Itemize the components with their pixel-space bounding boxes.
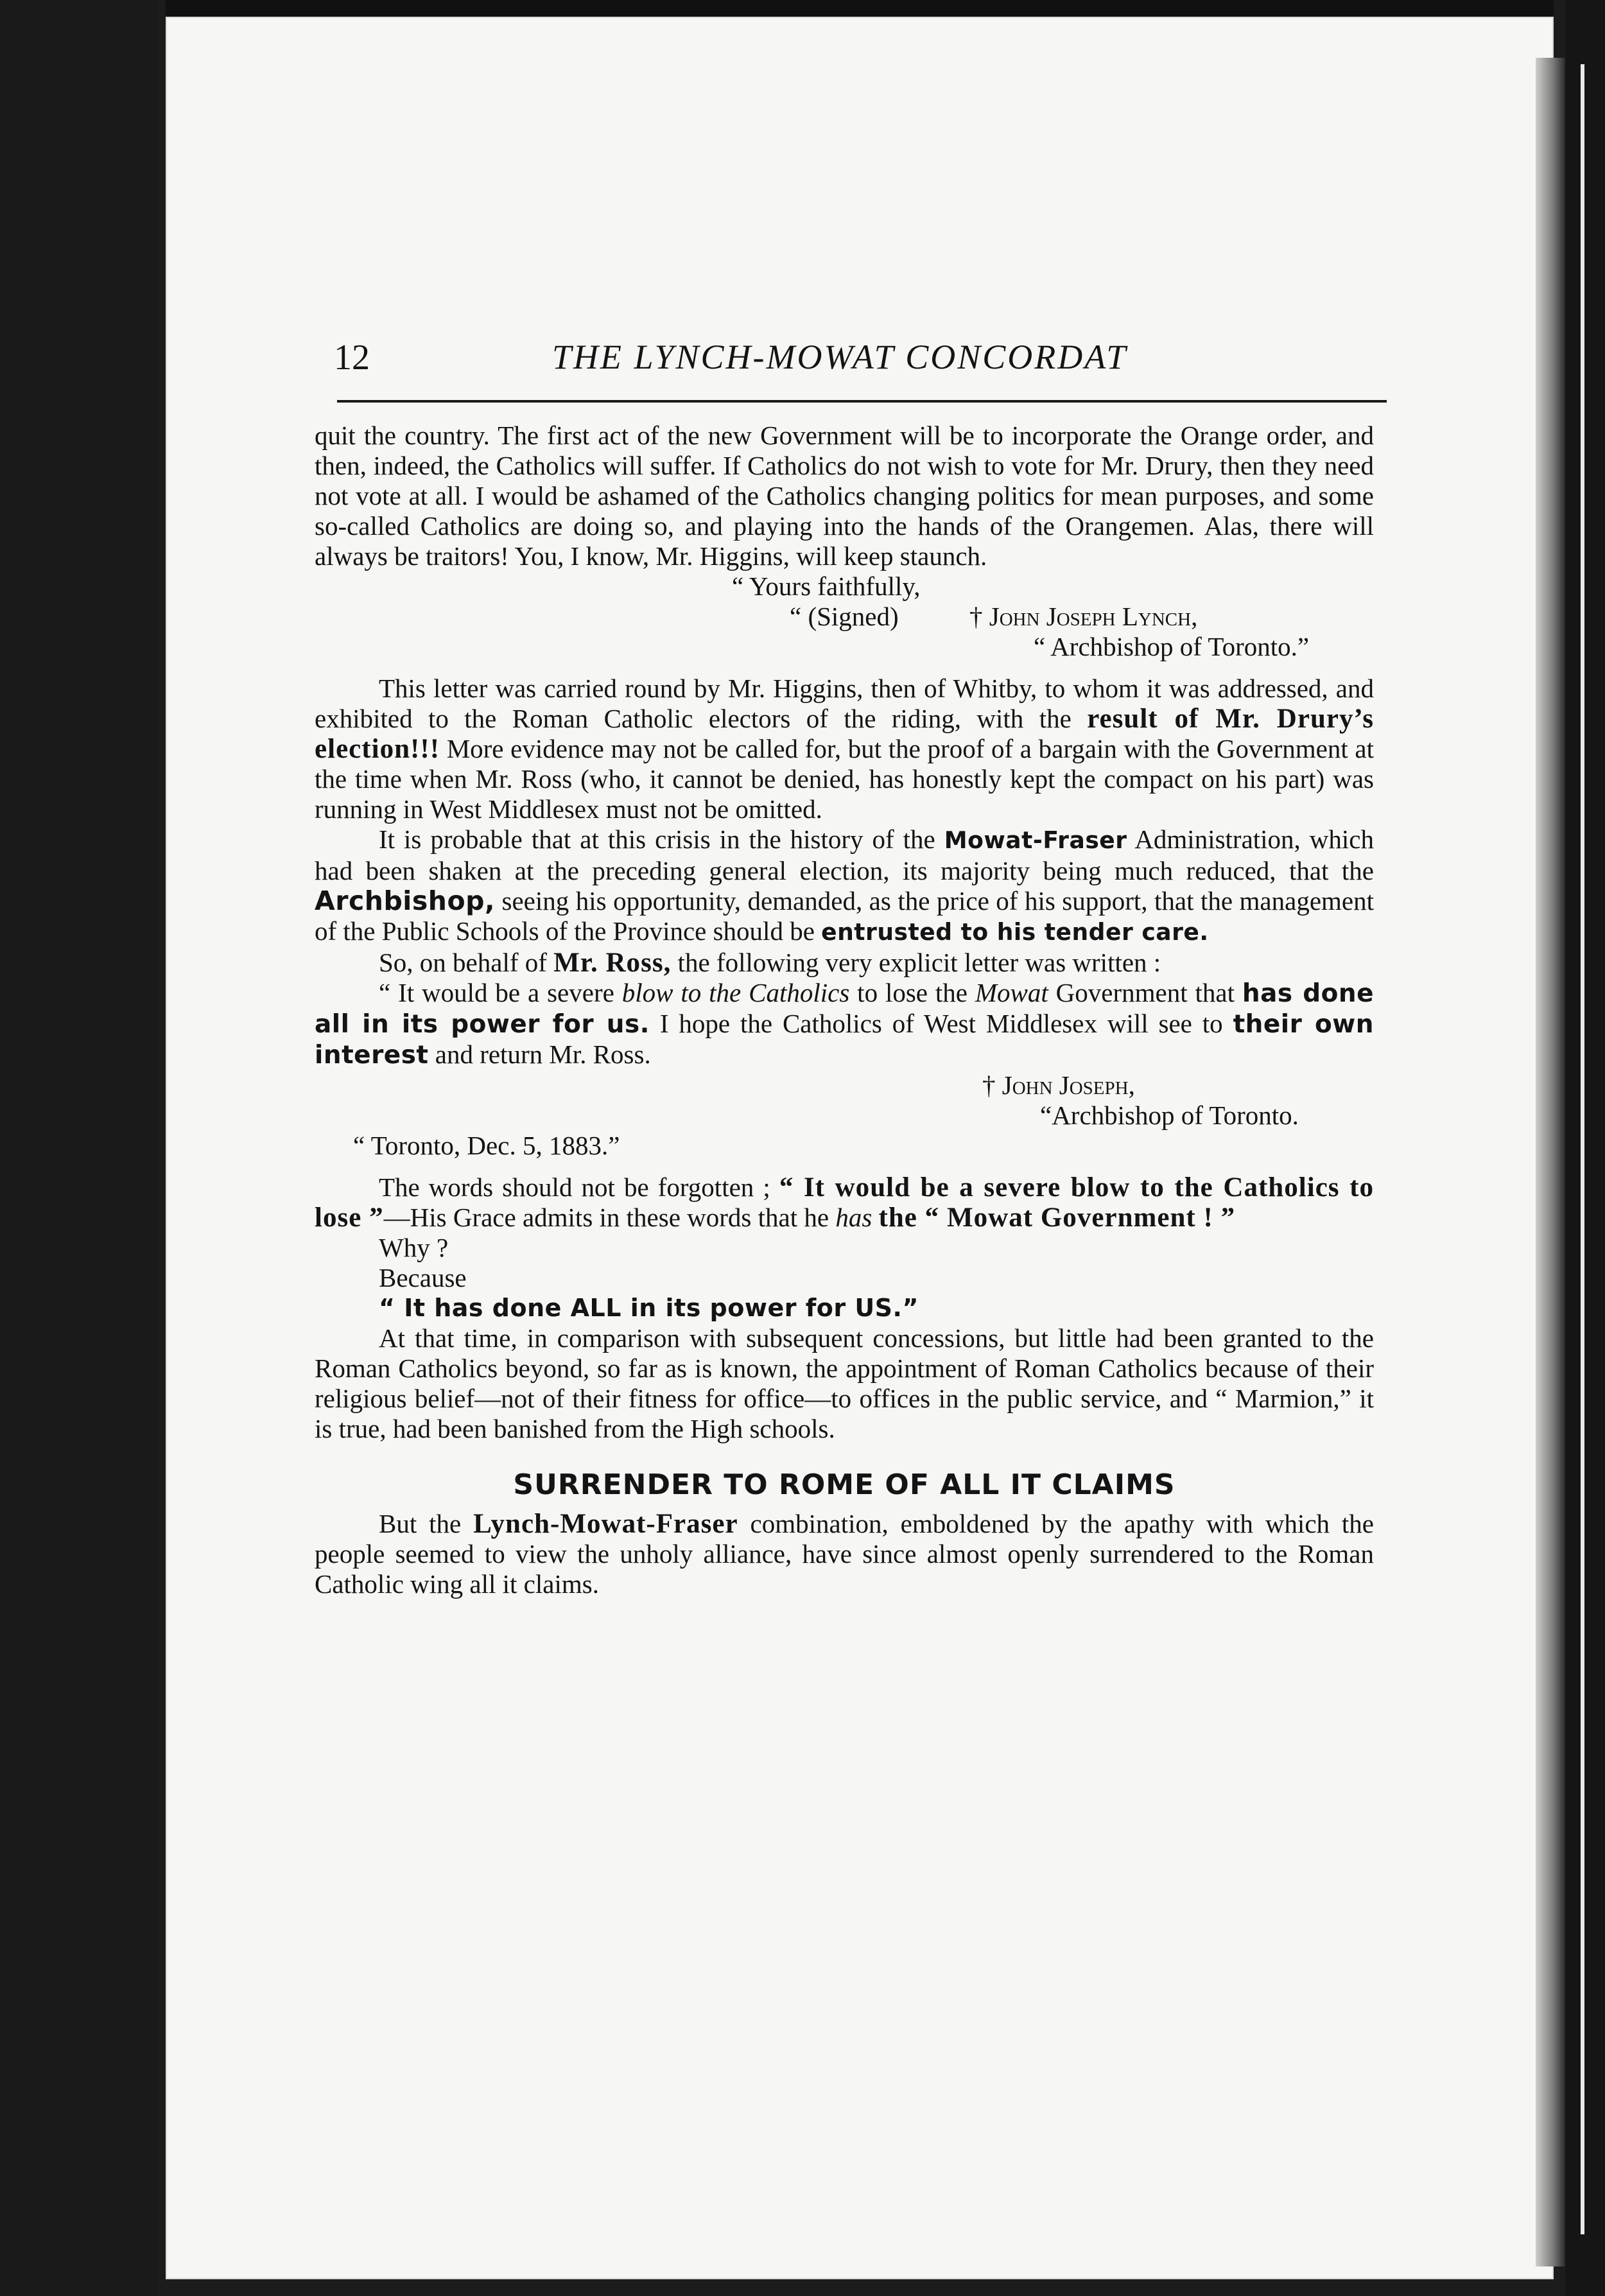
text: the following very explicit letter was written : <box>671 948 1161 977</box>
paragraph-3 <box>315 824 1374 948</box>
text: But the <box>379 1509 474 1538</box>
signer-title: “Archbishop of Toronto. <box>1040 1100 1299 1130</box>
text: seeing his opportunity, demanded, as the price of his support, that the management of the Public Schools of the Province should be <box>315 886 1374 946</box>
page-header <box>327 337 1380 382</box>
emphasis: the “ Mowat Government ! ” <box>878 1203 1236 1233</box>
header-rule <box>337 400 1387 403</box>
emphasis: Archbishop, <box>315 885 496 916</box>
paragraph-6: At that time, in comparison with subsequent concessions, but little had been granted to the Roman Catholics beyond, so far as is known, the appointment of Roman Catholics because of their religious belief—not of their fitness for office—to offices in the public service, and “ Marmion,” it is true, had been banished from the High schools. <box>315 1323 1374 1443</box>
letter2-title <box>315 1100 1374 1131</box>
text: combination, emboldened by the apathy with which the people seemed to view the unholy alliance, have since almost openly surrendered to the Roman Catholic wing all it claims. <box>315 1509 1375 1599</box>
section-heading: SURRENDER TO ROME OF ALL IT CLAIMS <box>513 1468 1176 1501</box>
text <box>872 1203 878 1232</box>
emphasis: “ It would be a severe blow to the Catholics to lose ” <box>315 1172 1374 1233</box>
text: It is probable that at this crisis in the history of the <box>379 824 944 854</box>
text: This letter was carried round by Mr. Higgins, then of Whitby, to whom it was addressed, and exhibited to the Roman Catholic electors of the riding, with the <box>315 674 1374 733</box>
emphasis: Mr. Ross, <box>553 948 672 978</box>
next-page-edge <box>1581 64 1584 2234</box>
quote-line: “ It has done ALL in its power for US.” <box>379 1294 919 1322</box>
text: —His Grace admits in these words that he <box>383 1203 836 1232</box>
paragraph-7 <box>315 1509 1374 1599</box>
paragraph-2 <box>315 674 1374 824</box>
letter1-closing <box>315 571 1374 602</box>
signer-name: † John Joseph Lynch, <box>969 602 1198 631</box>
paragraph-4 <box>315 948 1374 978</box>
letter2-date <box>315 1131 1374 1161</box>
text: and return Mr. Ross. <box>428 1039 651 1069</box>
emphasis: has done all in its power for us. <box>315 979 1375 1039</box>
emphasis: Mowat-Fraser <box>944 827 1127 854</box>
because-line: Because <box>379 1263 467 1292</box>
letter2-signature <box>315 1070 1374 1100</box>
emphasis: their own interest <box>315 1010 1374 1070</box>
scan-right-border <box>1565 0 1605 2296</box>
signed-label: “ (Signed) <box>790 602 899 631</box>
scan-top-border <box>166 0 1554 17</box>
scan-left-border <box>0 0 157 2296</box>
page-number: 12 <box>334 338 370 378</box>
running-title: THE LYNCH-MOWAT CONCORDAT <box>552 338 1128 376</box>
text: Administration, which had been shaken at the preceding general election, its majority being much reduced, that the <box>315 824 1375 885</box>
italic: blow to the Catholics <box>621 978 850 1007</box>
text: to lose the <box>849 978 975 1007</box>
emphasis: entrusted to his tender care. <box>821 919 1209 946</box>
text: Government that <box>1048 978 1242 1007</box>
text: I hope the Catholics of West Middlesex will see to <box>649 1009 1233 1038</box>
italic: Mowat <box>975 978 1048 1007</box>
emphasis: Lynch-Mowat-Fraser <box>473 1509 738 1539</box>
text: The words should not be forgotten ; <box>379 1172 779 1202</box>
page-body <box>315 421 1374 1599</box>
letter1-body: quit the country. The first act of the new Government will be to incorporate the Orange order, and then, indeed, the Catholics will suffer. If Catholics do not wish to vote for Mr. Drury, then they need not vote at all. I would be ashamed of the Catholics changing politics for mean purposes, and some so-called Catholics are doing so, and playing into the hands of the Orangemen. Alas, there will always be traitors! You, I know, Mr. Higgins, will keep staunch. <box>315 421 1374 571</box>
signer-name: † John Joseph, <box>982 1070 1135 1100</box>
letter1-signature <box>315 602 1374 632</box>
letter2-body <box>315 978 1374 1070</box>
why-line: Why ? <box>379 1233 449 1262</box>
text: “ It would be a severe <box>379 978 622 1007</box>
signer-title: “ Archbishop of Toronto.” <box>1034 632 1310 661</box>
page-edge-shadow <box>1536 58 1565 2266</box>
italic: has <box>835 1203 872 1232</box>
letter1-title <box>315 632 1374 662</box>
date-line: “ Toronto, Dec. 5, 1883.” <box>353 1131 620 1160</box>
text: So, on behalf of <box>379 948 554 977</box>
paragraph-5 <box>315 1172 1374 1233</box>
emphasis: result of Mr. Drury’s election!!! <box>315 704 1374 764</box>
closing-line: “ Yours faithfully, <box>732 571 921 601</box>
text: More evidence may not be called for, but the proof of a bargain with the Government at the time when Mr. Ross (who, it cannot be denied, has honestly kept the compact on his part) was running in West Middlesex must not be omitted. <box>315 734 1374 824</box>
